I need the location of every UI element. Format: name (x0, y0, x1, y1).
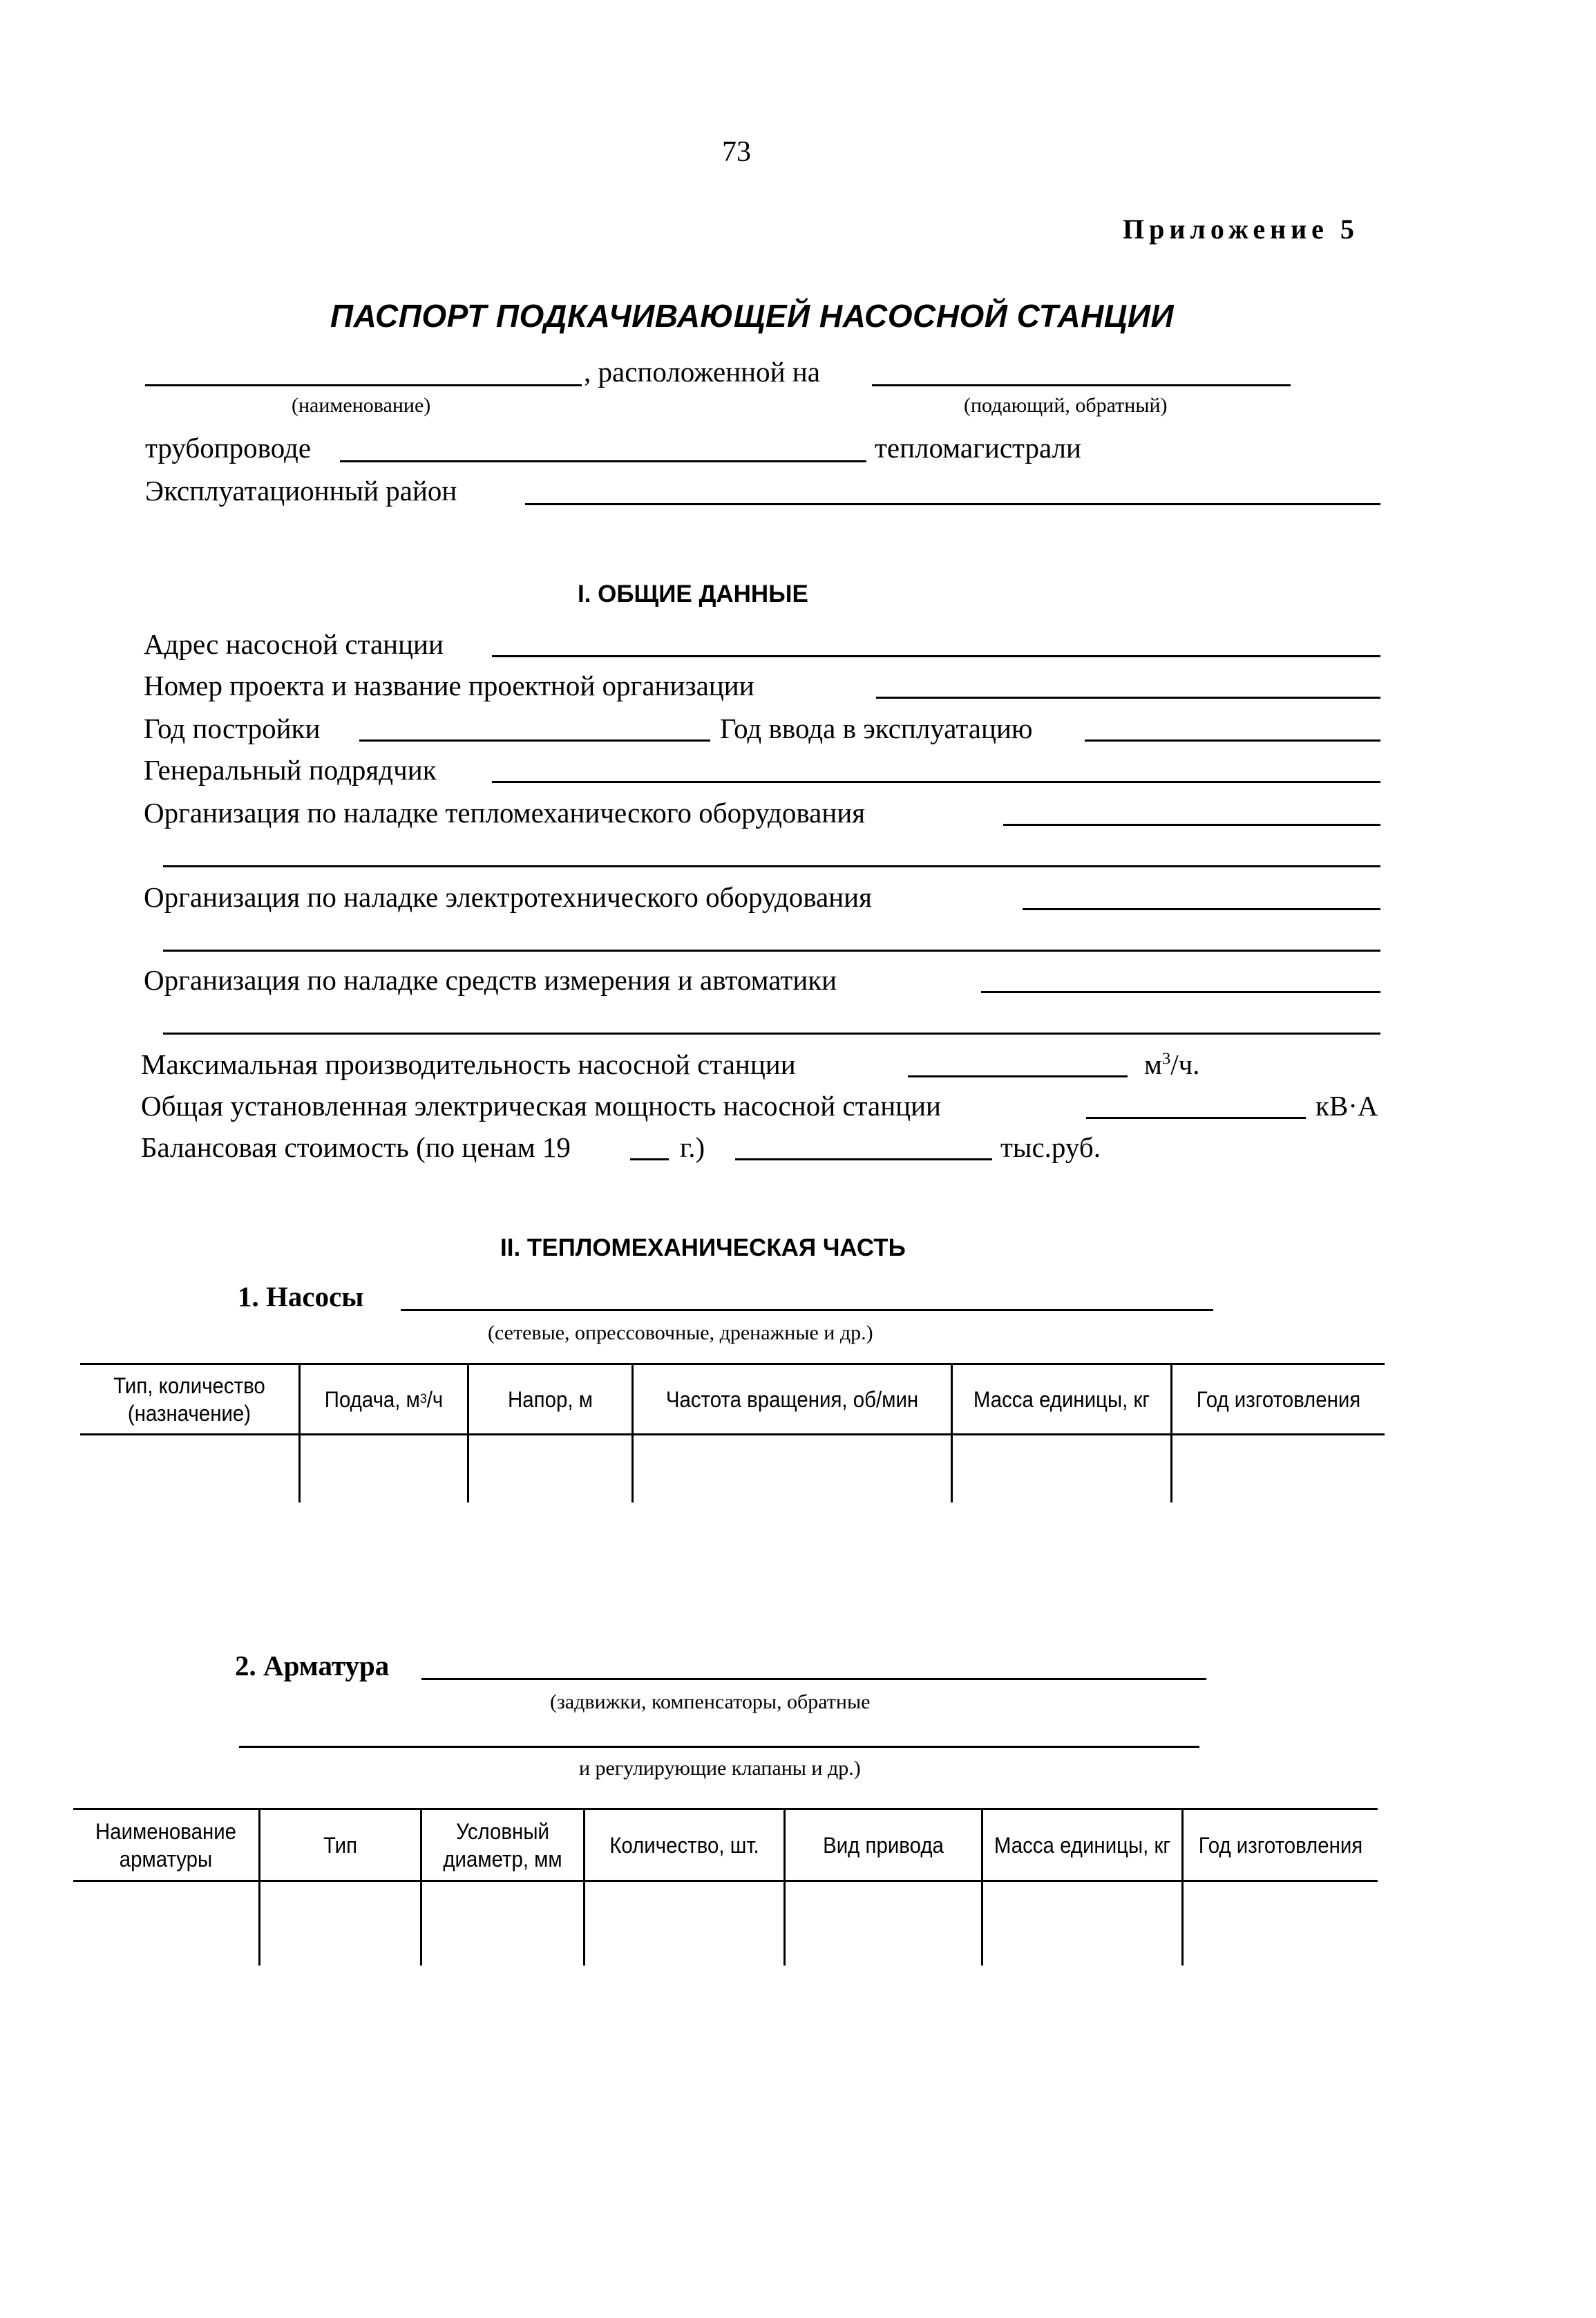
pumps-col-type-line2: (назначение) (127, 1400, 251, 1426)
pumps-col-flow: Подача, м 3 /ч (324, 1386, 444, 1412)
valves-col-diameter-line2: диаметр, мм (443, 1846, 562, 1872)
pumps-col-flow-base: Подача, м (324, 1386, 420, 1412)
contractor-label: Генеральный подрядчик (144, 754, 437, 786)
valves-col-mass: Масса единицы, кг (994, 1832, 1171, 1858)
valves-col-drive: Вид привода (823, 1832, 944, 1858)
valves-col-type: Тип (323, 1832, 358, 1858)
document-title: ПАСПОРТ ПОДКАЧИВАЮЩЕЙ НАСОСНОЙ СТАНЦИИ (330, 298, 1175, 334)
thermo-setup-line[interactable] (1003, 824, 1380, 826)
electro-setup-label: Организация по наладке электротехнического оборудования (144, 881, 872, 913)
balance-label: Балансовая стоимость (по ценам 19 (141, 1131, 571, 1163)
valves-hint-2: и регулирующие клапаны и др.) (579, 1757, 861, 1780)
pumps-line[interactable] (401, 1309, 1213, 1311)
mains-label: тепломагистрали (875, 432, 1081, 464)
pipeline-label: трубопроводе (145, 432, 312, 464)
pumps-table-col-divider (951, 1363, 953, 1502)
name-hint: (наименование) (292, 394, 431, 417)
electro-setup-line[interactable] (1023, 908, 1380, 910)
page-number: 73 (722, 136, 751, 168)
electro-setup-line-2[interactable] (163, 950, 1380, 952)
balance-value-line[interactable] (735, 1158, 992, 1160)
pumps-table-col-divider (631, 1363, 634, 1502)
project-line[interactable] (876, 697, 1380, 699)
max-capacity-label: Максимальная производительность насосной станции (141, 1048, 796, 1080)
valves-col-name (81, 1810, 251, 1880)
pipeline-line[interactable] (340, 460, 866, 462)
max-capacity-unit-tail: /ч. (1170, 1048, 1200, 1080)
power-label: Общая установленная электрическая мощность насосной станции (141, 1090, 941, 1122)
address-label: Адрес насосной станции (144, 628, 444, 660)
balance-year-line[interactable] (630, 1158, 669, 1160)
max-capacity-unit-base: м (1144, 1048, 1162, 1080)
valves-label: 2. Арматура (235, 1650, 390, 1681)
commission-year-label: Год ввода в эксплуатацию (720, 713, 1033, 744)
balance-unit: тыс.руб. (1000, 1131, 1101, 1163)
valves-col-year: Год изготовления (1198, 1832, 1363, 1858)
power-line[interactable] (1086, 1117, 1306, 1119)
pumps-col-mass: Масса единицы, кг (973, 1386, 1150, 1412)
pumps-table-col-divider (467, 1363, 469, 1502)
thermo-setup-label: Организация по наладке тепломеханического оборудования (144, 797, 866, 829)
section1-heading: I. ОБЩИЕ ДАННЫЕ (578, 581, 808, 607)
address-line[interactable] (492, 655, 1380, 657)
valves-col-diameter-line1: Условный (456, 1818, 549, 1844)
power-unit: кВ·А (1315, 1090, 1378, 1122)
valves-col-name-line2: арматуры (119, 1846, 213, 1872)
direction-hint: (подающий, обратный) (964, 394, 1168, 417)
valves-table-col-divider (420, 1808, 422, 1966)
measure-setup-line-2[interactable] (163, 1033, 1380, 1035)
max-capacity-unit (1144, 1048, 1200, 1081)
measure-setup-line[interactable] (981, 991, 1380, 993)
valves-hint-1: (задвижки, компенсаторы, обратные (550, 1690, 871, 1713)
direction-line[interactable] (872, 384, 1291, 386)
pumps-hint: (сетевые, опрессовочные, дренажные и др.) (488, 1321, 873, 1344)
pumps-col-year: Год изготовления (1196, 1386, 1361, 1412)
contractor-line[interactable] (492, 781, 1380, 783)
max-capacity-unit-sup: 3 (1161, 1049, 1171, 1068)
pumps-table-col-divider (1170, 1363, 1172, 1502)
pumps-col-head: Напор, м (508, 1386, 593, 1412)
measure-setup-label: Организация по наладке средств измерения и автоматики (144, 964, 837, 996)
pumps-table-header-rule (80, 1433, 1385, 1435)
valves-table-col-divider (258, 1808, 260, 1966)
station-name-line[interactable] (145, 384, 582, 386)
build-year-line[interactable] (359, 739, 710, 742)
build-year-label: Год постройки (144, 713, 321, 744)
district-label: Эксплуатационный район (145, 475, 457, 507)
district-line[interactable] (525, 503, 1380, 505)
valves-col-diameter (428, 1810, 576, 1880)
valves-col-quantity: Количество, шт. (609, 1832, 759, 1858)
valves-line-2[interactable] (239, 1746, 1199, 1748)
pumps-col-flow-tail: /ч (426, 1386, 444, 1412)
pumps-col-type (89, 1365, 290, 1433)
balance-year-suffix: г.) (680, 1131, 705, 1163)
pumps-col-rpm: Частота вращения, об/мин (665, 1386, 919, 1412)
valves-line[interactable] (421, 1678, 1206, 1680)
section2-heading: II. ТЕПЛОМЕХАНИЧЕСКАЯ ЧАСТЬ (500, 1234, 906, 1261)
valves-table-col-divider (1181, 1808, 1184, 1966)
thermo-setup-line-2[interactable] (163, 865, 1380, 867)
pumps-table-col-divider (298, 1363, 301, 1502)
pumps-label: 1. Насосы (238, 1281, 364, 1312)
valves-table-col-divider (783, 1808, 786, 1966)
pumps-col-type-line1: Тип, количество (113, 1373, 265, 1398)
located-on-label: , расположенной на (584, 356, 820, 388)
max-capacity-line[interactable] (908, 1075, 1128, 1077)
valves-col-name-line1: Наименование (95, 1818, 237, 1844)
commission-year-line[interactable] (1085, 739, 1380, 742)
project-label: Номер проекта и название проектной организации (144, 670, 754, 701)
valves-table-col-divider (981, 1808, 983, 1966)
valves-table-col-divider (583, 1808, 585, 1966)
appendix-label: Приложение 5 (1123, 214, 1359, 245)
